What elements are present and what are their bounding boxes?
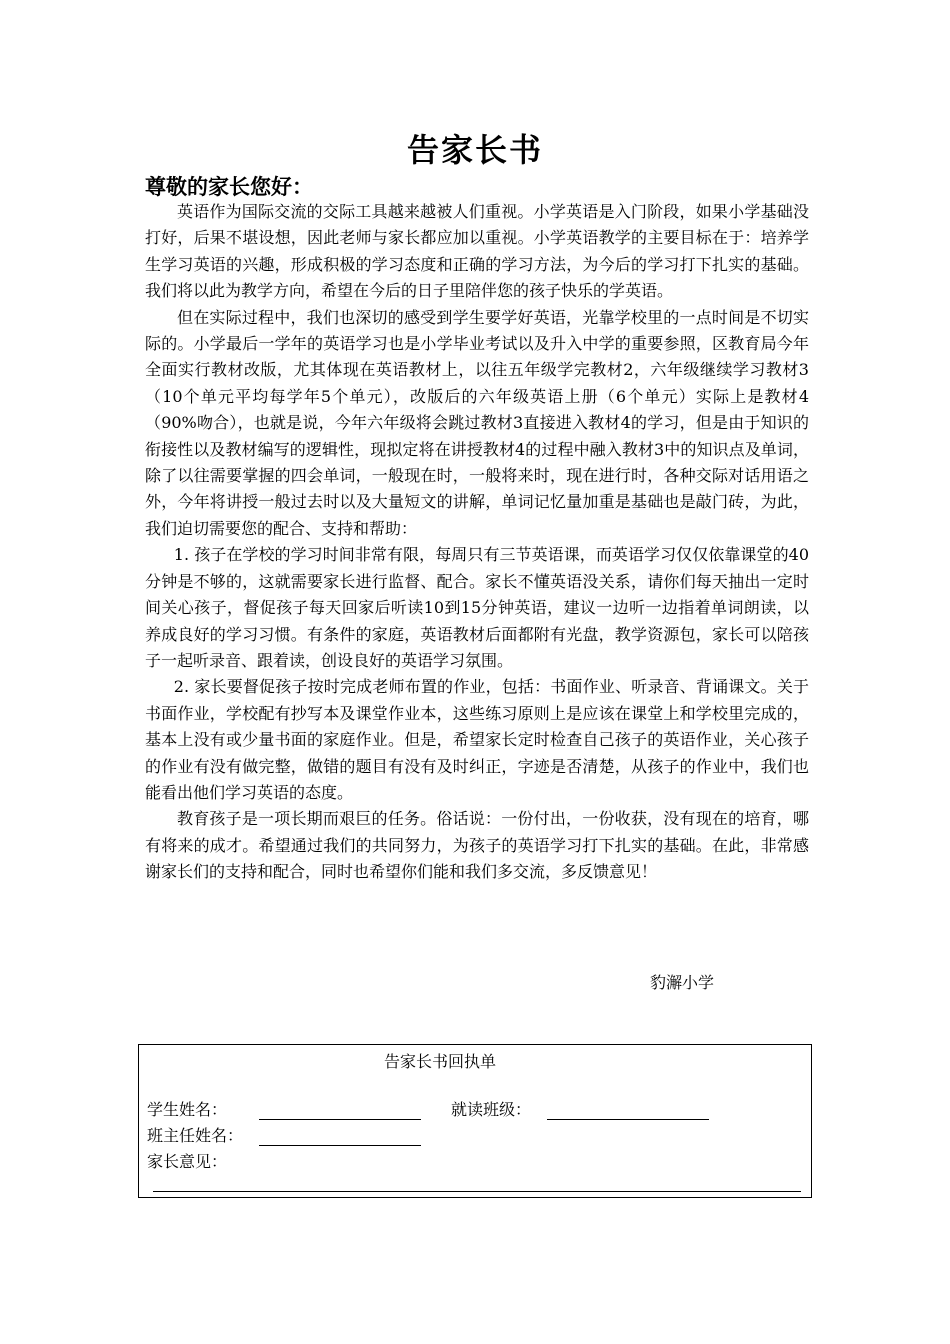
paragraph-context: 但在实际过程中，我们也深切的感受到学生要学好英语，光靠学校里的一点时间是不切实际的。小学最后一学年的英语学习也是小学毕业考试以及升入中学的重要参照，区教育局今年全面实行教材改版，尤其体现在英语教材上，以往五年级学完教材2，六年级继续学习教材3（10个单元平均每学年5个单元），改版后的六年级英语上册（6个单元）实际上是教材4（90%吻合），也就是说，今年六年级将会跳过教材3直接进入教材4的学习，但是由于知识的衔接性以及教材编写的逻辑性，现拟定将在讲授教材4的过程中融入教材3中的知识点及单词，除了以往需要掌握的四会单词，一般现在时，一般将来时，现在进行时，各种交际对话用语之外，今年将讲授一般过去时以及大量短文的讲解，单词记忆量加重是基础也是敲门砖，为此，我们迫切需要您的配合、支持和帮助：	[145, 307, 809, 538]
receipt-title: 告家长书回执单	[383, 1052, 496, 1071]
salutation: 尊敬的家长您好：	[145, 174, 313, 199]
teacher-name-blank[interactable]	[259, 1145, 421, 1146]
paragraph-point-1: 1. 孩子在学校的学习时间非常有限，每周只有三节英语课，而英语学习仅仅依靠课堂的40分钟是不够的，这就需要家长进行监督、配合。家长不懂英语没关系，请你们每天抽出一定时间关心孩子，督促孩子每天回家后听读10到15分钟英语，建议一边听一边指着单词朗读，以养成良好的学习习惯。有条件的家庭，英语教材后面都附有光盘，教学资源包，家长可以陪孩子一起听录音、跟着读，创设良好的英语学习氛围。	[145, 545, 809, 670]
teacher-name-label: 班主任姓名：	[147, 1126, 244, 1145]
class-blank[interactable]	[547, 1119, 709, 1120]
student-name-blank[interactable]	[259, 1119, 421, 1120]
class-label: 就读班级：	[451, 1100, 532, 1119]
paragraph-closing: 教育孩子是一项长期而艰巨的任务。俗话说：一份付出，一份收获，没有现在的培育，哪有将来的成才。希望通过我们的共同努力，为孩子的英语学习打下扎实的基础。在此，非常感谢家长们的支持和配合，同时也希望你们能和我们多交流，多反馈意见！	[145, 809, 809, 882]
parent-opinion-line[interactable]	[153, 1191, 801, 1192]
parent-opinion-label: 家长意见：	[147, 1152, 228, 1171]
letter-body	[145, 199, 809, 886]
page-title: 告家长书	[406, 131, 543, 169]
paragraph-point-2: 2. 家长要督促孩子按时完成老师布置的作业，包括：书面作业、听录音、背诵课文。关于书面作业，学校配有抄写本及课堂作业本，这些练习原则上是应该在课堂上和学校里完成的，基本上没有或少量书面的家庭作业。但是，希望家长定时检查自己孩子的英语作业，关心孩子的作业有没有做完整，做错的题目有没有及时纠正，字迹是否清楚，从孩子的作业中，我们也能看出他们学习英语的态度。	[145, 677, 809, 802]
school-signature: 豹澥小学	[650, 973, 715, 992]
student-name-label: 学生姓名：	[147, 1100, 228, 1119]
receipt-form	[138, 1044, 812, 1198]
paragraph-intro: 英语作为国际交流的交际工具越来越被人们重视。小学英语是入门阶段，如果小学基础没打好，后果不堪设想，因此老师与家长都应加以重视。小学英语教学的主要目标在于：培养学生学习英语的兴趣，形成积极的学习态度和正确的学习方法，为今后的学习打下扎实的基础。我们将以此为教学方向，希望在今后的日子里陪伴您的孩子快乐的学英语。	[145, 202, 809, 301]
